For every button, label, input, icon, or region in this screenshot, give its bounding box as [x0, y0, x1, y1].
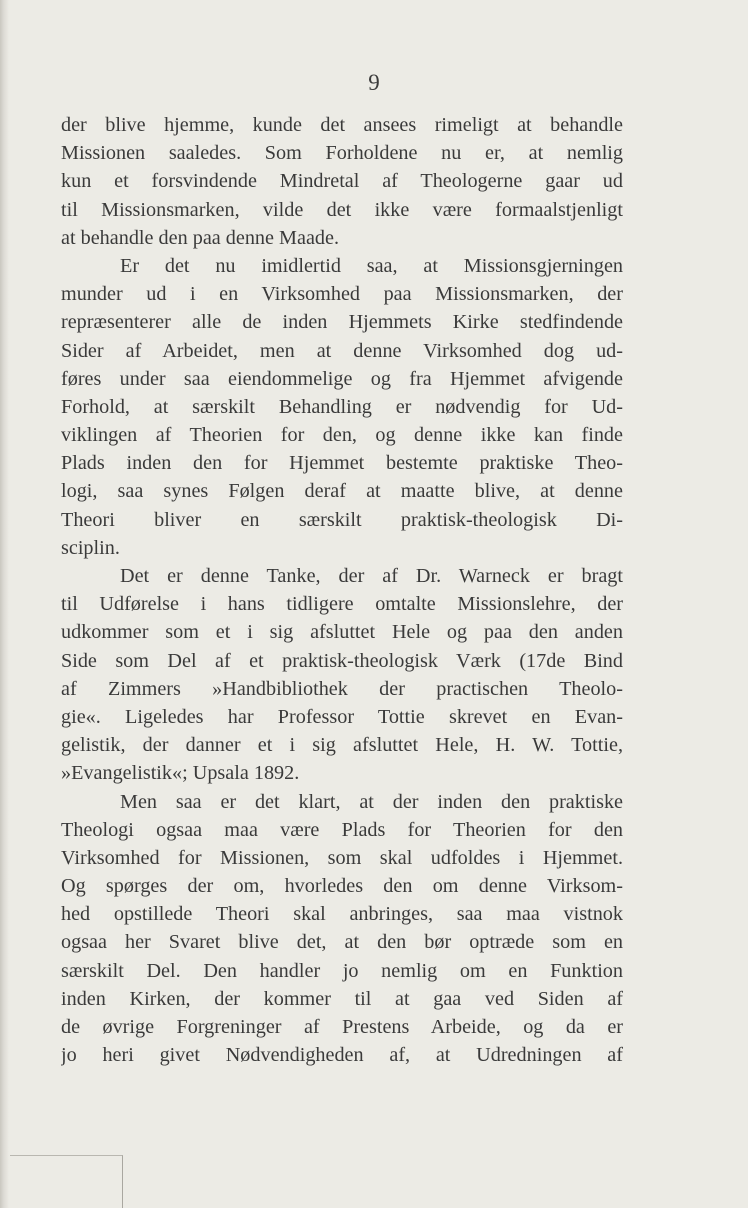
- text-line: udkommer som et i sig afsluttet Hele og paa den anden: [61, 621, 623, 644]
- page-corner-mark: [10, 1155, 123, 1208]
- text-line: Og spørges der om, hvorledes den om denne Virksom-: [61, 875, 623, 898]
- text-line: særskilt Del. Den handler jo nemlig om en Funktion: [61, 959, 623, 982]
- text-line: gie«. Ligeledes har Professor Tottie skrevet en Evan-: [61, 705, 623, 728]
- text-line: Theori bliver en særskilt praktisk-theologisk Di-: [61, 508, 623, 531]
- text-line: til Udførelse i hans tidligere omtalte Missionslehre, der: [61, 593, 623, 616]
- page-number: 9: [368, 70, 380, 95]
- text-line: inden Kirken, der kommer til at gaa ved Siden af: [61, 987, 623, 1010]
- text-line: Virksomhed for Missionen, som skal udfoldes i Hjemmet.: [61, 846, 623, 869]
- text-line: til Missionsmarken, vilde det ikke være formaalstjenligt: [61, 198, 623, 221]
- text-line: Sider af Arbeidet, men at denne Virksomhed dog ud-: [61, 339, 623, 362]
- text-line: logi, saa synes Følgen deraf at maatte blive, at denne: [61, 480, 623, 503]
- text-line: Missionen saaledes. Som Forholdene nu er, at nemlig: [61, 142, 623, 165]
- text-line: Forhold, at særskilt Behandling er nødvendig for Ud-: [61, 395, 623, 418]
- text-line: jo heri givet Nødvendigheden af, at Udredningen af: [61, 1044, 623, 1067]
- text-line: at behandle den paa denne Maade.: [61, 226, 340, 249]
- text-line: ogsaa her Svaret blive det, at den bør optræde som en: [61, 931, 623, 954]
- text-line: sciplin.: [61, 536, 120, 559]
- text-line: Er det nu imidlertid saa, at Missionsgjerningen: [120, 254, 623, 277]
- text-line: viklingen af Theorien for den, og denne ikke kan finde: [61, 424, 623, 447]
- text-line: Men saa er det klart, at der inden den praktiske: [120, 790, 623, 813]
- text-line: gelistik, der danner et i sig afsluttet Hele, H. W. Tottie,: [61, 734, 623, 757]
- text-line: Theologi ogsaa maa være Plads for Theorien for den: [61, 818, 623, 841]
- text-line: af Zimmers »Handbibliothek der practischen Theolo-: [61, 677, 623, 700]
- text-line: Det er denne Tanke, der af Dr. Warneck er bragt: [120, 565, 623, 587]
- text-line: repræsenterer alle de inden Hjemmets Kirke stedfindende: [61, 311, 623, 334]
- text-line: Plads inden den for Hjemmet bestemte praktiske Theo-: [61, 452, 623, 475]
- text-line: kun et forsvindende Mindretal af Theologerne gaar ud: [61, 170, 623, 193]
- text-line: hed opstillede Theori skal anbringes, saa maa vistnok: [61, 903, 623, 926]
- body-text: [61, 111, 623, 1069]
- text-line: føres under saa eiendommelige og fra Hjemmet afvigende: [61, 367, 623, 390]
- text-line: »Evangelistik«; Upsala 1892.: [61, 762, 300, 785]
- page-edge-shadow: [0, 0, 9, 1208]
- text-line: Side som Del af et praktisk-theologisk Værk (17de Bind: [61, 649, 623, 672]
- text-line: munder ud i en Virksomhed paa Missionsmarken, der: [61, 283, 623, 306]
- text-line: der blive hjemme, kunde det ansees rimeligt at behandle: [61, 114, 623, 136]
- text-line: de øvrige Forgreninger af Prestens Arbeide, og da er: [61, 1016, 623, 1038]
